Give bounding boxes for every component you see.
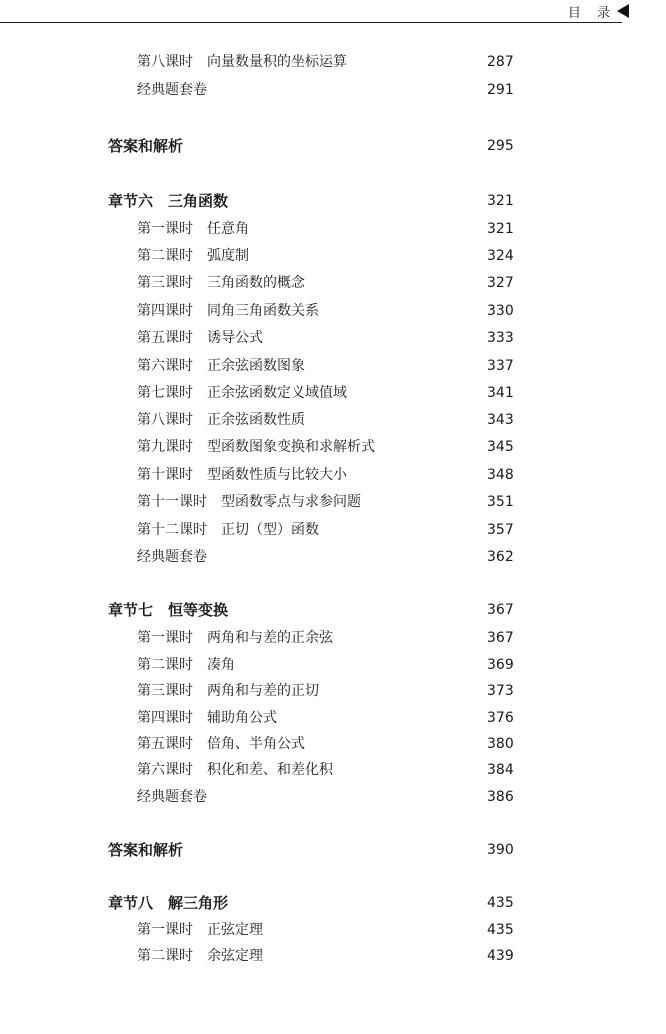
toc-entry-label: 章节八 解三角形 <box>108 894 229 912</box>
toc-page-number: 357 <box>487 522 514 538</box>
toc-page-number: 380 <box>487 736 514 752</box>
toc-entry-label: 第二课时 凑角 <box>137 657 235 673</box>
toc-page-number: 369 <box>487 657 514 673</box>
toc-entry-label: 第八课时 向量数量积的坐标运算 <box>137 54 347 70</box>
toc-entry-label: 答案和解析 <box>108 841 184 859</box>
toc-page-number: 324 <box>487 248 514 264</box>
toc-page-number: 337 <box>487 358 514 374</box>
toc-lesson-entry <box>0 547 666 567</box>
toc-entry-label: 答案和解析 <box>108 137 184 155</box>
toc-page-number: 373 <box>487 683 514 699</box>
toc-lesson-entry <box>0 520 666 540</box>
toc-entry-label: 第六课时 正余弦函数图象 <box>137 358 305 374</box>
toc-section-entry <box>0 840 666 860</box>
toc-entry-label: 经典题套卷 <box>137 82 207 98</box>
toc-lesson-entry <box>0 787 666 807</box>
toc-page-number: 435 <box>487 922 514 938</box>
toc-lesson-entry <box>0 80 666 100</box>
toc-lesson-entry <box>0 383 666 403</box>
toc-lesson-entry <box>0 219 666 239</box>
toc-page-number: 345 <box>487 439 514 455</box>
toc-entry-label: 第十课时 型函数性质与比较大小 <box>137 467 347 483</box>
toc-lesson-entry <box>0 681 666 701</box>
toc-section-entry <box>0 136 666 156</box>
toc-lesson-entry <box>0 328 666 348</box>
header-rule <box>0 22 622 23</box>
toc-entry-label: 第十二课时 正切（型）函数 <box>137 522 319 538</box>
toc-lesson-entry <box>0 708 666 728</box>
toc-page-number: 386 <box>487 789 514 805</box>
toc-lesson-entry <box>0 410 666 430</box>
toc-lesson-entry <box>0 492 666 512</box>
toc-page-number: 362 <box>487 549 514 565</box>
toc-entry-label: 第三课时 三角函数的概念 <box>137 275 305 291</box>
toc-lesson-entry <box>0 356 666 376</box>
toc-page-number: 341 <box>487 385 514 401</box>
toc-page-number: 333 <box>487 330 514 346</box>
toc-page-number: 390 <box>487 842 514 858</box>
toc-lesson-entry <box>0 760 666 780</box>
toc-entry-label: 第二课时 余弦定理 <box>137 948 263 964</box>
toc-entry-label: 章节七 恒等变换 <box>108 601 229 619</box>
toc-lesson-entry <box>0 52 666 72</box>
toc-entry-label: 第一课时 正弦定理 <box>137 922 263 938</box>
toc-lesson-entry <box>0 437 666 457</box>
toc-lesson-entry <box>0 946 666 966</box>
toc-page-number: 327 <box>487 275 514 291</box>
toc-entry-label: 经典题套卷 <box>137 789 207 805</box>
toc-section-entry <box>0 893 666 913</box>
toc-lesson-entry <box>0 465 666 485</box>
toc-entry-label: 第五课时 诱导公式 <box>137 330 263 346</box>
toc-entry-label: 第十一课时 型函数零点与求参问题 <box>137 494 361 510</box>
toc-page-number: 291 <box>487 82 514 98</box>
toc-page-number: 295 <box>487 138 514 154</box>
toc-lesson-entry <box>0 301 666 321</box>
toc-entry-label: 第六课时 积化和差、和差化积 <box>137 762 333 778</box>
toc-page-number: 351 <box>487 494 514 510</box>
arrow-left-icon <box>617 4 629 18</box>
toc-section-entry <box>0 600 666 620</box>
toc-entry-label: 第一课时 两角和与差的正余弦 <box>137 630 333 646</box>
toc-lesson-entry <box>0 655 666 675</box>
toc-lesson-entry <box>0 246 666 266</box>
toc-lesson-entry <box>0 734 666 754</box>
toc-page-number: 330 <box>487 303 514 319</box>
toc-lesson-entry <box>0 273 666 293</box>
toc-entry-label: 第四课时 辅助角公式 <box>137 710 277 726</box>
toc-page-number: 376 <box>487 710 514 726</box>
toc-page-number: 384 <box>487 762 514 778</box>
toc-lesson-entry <box>0 920 666 940</box>
header-title: 目 录 <box>567 6 616 21</box>
page-header <box>0 0 666 24</box>
toc-page-number: 367 <box>487 602 514 618</box>
toc-entry-label: 第七课时 正余弦函数定义域值域 <box>137 385 347 401</box>
toc-page-number: 348 <box>487 467 514 483</box>
toc-entry-label: 经典题套卷 <box>137 549 207 565</box>
toc-page-number: 435 <box>487 895 514 911</box>
toc-section-entry <box>0 191 666 211</box>
toc-entry-label: 第一课时 任意角 <box>137 221 249 237</box>
toc-page-number: 321 <box>487 193 514 209</box>
toc-entry-label: 第九课时 型函数图象变换和求解析式 <box>137 439 375 455</box>
toc-page-number: 343 <box>487 412 514 428</box>
toc-entry-label: 第三课时 两角和与差的正切 <box>137 683 319 699</box>
toc-lesson-entry <box>0 628 666 648</box>
toc-entry-label: 章节六 三角函数 <box>108 192 229 210</box>
toc-page-number: 287 <box>487 54 514 70</box>
toc-page-number: 321 <box>487 221 514 237</box>
toc-entry-label: 第八课时 正余弦函数性质 <box>137 412 305 428</box>
toc-entry-label: 第四课时 同角三角函数关系 <box>137 303 319 319</box>
toc-entry-label: 第五课时 倍角、半角公式 <box>137 736 305 752</box>
toc-page-number: 367 <box>487 630 514 646</box>
toc-entry-label: 第二课时 弧度制 <box>137 248 249 264</box>
toc-page-number: 439 <box>487 948 514 964</box>
